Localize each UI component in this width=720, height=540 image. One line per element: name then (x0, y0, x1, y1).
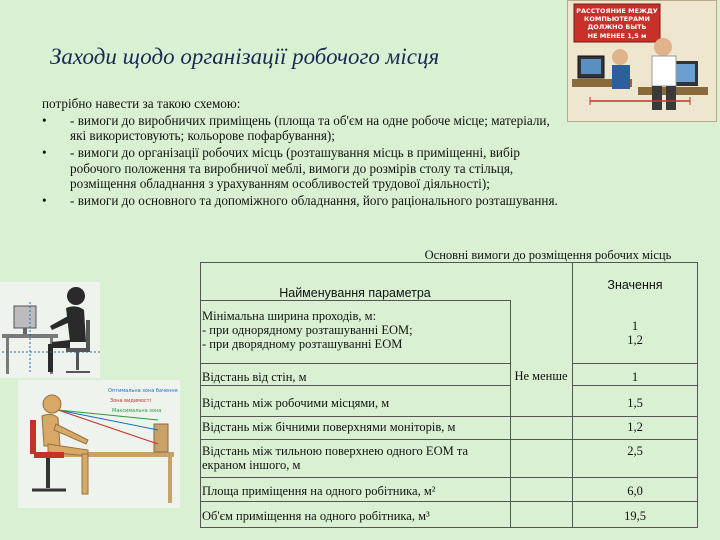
table-caption: Основні вимоги до розміщення робочих місць (424, 248, 672, 262)
table-row-value: 6,0 (627, 484, 643, 498)
bullet-list (42, 113, 562, 210)
slide-title: Заходи щодо організації робочого місця (50, 44, 440, 69)
bullet-item: • - вимоги до основного та допоміжного обладнання, його раціонального розташування. (42, 193, 562, 208)
table-row-name: Площа приміщення на одного робітника, м² (202, 484, 436, 498)
figure-1-svg (0, 282, 100, 378)
bullet-item: • - вимоги до виробничих приміщень (площа та об'єм на одне робоче місце; матеріали, які використовують; кольорове пофарбування); (42, 113, 562, 143)
svg-text:КОМПЬЮТЕРАМИ: КОМПЬЮТЕРАМИ (584, 15, 650, 23)
figure-2-label: Зона видимості (110, 398, 151, 404)
qualifier-not-less: Не менше (514, 369, 568, 383)
table-row-name: Відстань між робочими місцями, м (202, 396, 390, 410)
table-row-value: 1,2 (627, 420, 643, 434)
header-value: Значення (607, 278, 663, 292)
table-row-value: 2,5 (627, 444, 643, 458)
intro-text: потрібно навести за такою схемою: (42, 96, 241, 111)
table-row-name: Відстань між тильною поверхнею одного ЕОМ та екраном іншого, м (202, 444, 468, 472)
table-row-name: Відстань між бічними поверхнями моніторів, м (202, 420, 456, 434)
header-parameter: Найменування параметра (279, 286, 431, 300)
table-row-name: Об'єм приміщення на одного робітника, м³ (202, 509, 430, 523)
figure-2-svg (18, 380, 180, 508)
table-row-value: 19,5 (624, 509, 646, 523)
table-row-value: 1 (631, 370, 639, 384)
ergonomic-figure-1 (0, 282, 100, 378)
figure-2-label: Максимальна зона (112, 408, 162, 414)
poster-svg (568, 1, 717, 122)
ergonomic-figure-2 (18, 380, 180, 508)
table-row-name: Відстань від стін, м (202, 370, 307, 384)
bullet-item: • - вимоги до організації робочих місць (розташування місць в приміщенні, вибір робочого положення та виробничої меблі, вимоги до розмірів столу та стільця, розміщення обладнання з урахуванням особливостей трудової діяльності); (42, 145, 562, 191)
svg-text:ДОЛЖНО БЫТЬ: ДОЛЖНО БЫТЬ (587, 23, 647, 31)
table-row-name: Мінімальна ширина проходів, м: - при однорядному розташуванні ЕОМ; - при дворядному розташуванні ЕОМ (202, 309, 413, 351)
svg-text:НЕ МЕНЕЕ 1,5 м: НЕ МЕНЕЕ 1,5 м (587, 32, 647, 40)
svg-text:РАССТОЯНИЕ МЕЖДУ: РАССТОЯНИЕ МЕЖДУ (576, 7, 658, 15)
figure-2-label: Оптимальна зона бачення (108, 388, 178, 394)
poster-illustration (567, 0, 717, 122)
table-row-value: 1,5 (627, 396, 643, 410)
table-row-value: 1 1,2 (627, 319, 643, 347)
requirements-table (200, 262, 698, 528)
